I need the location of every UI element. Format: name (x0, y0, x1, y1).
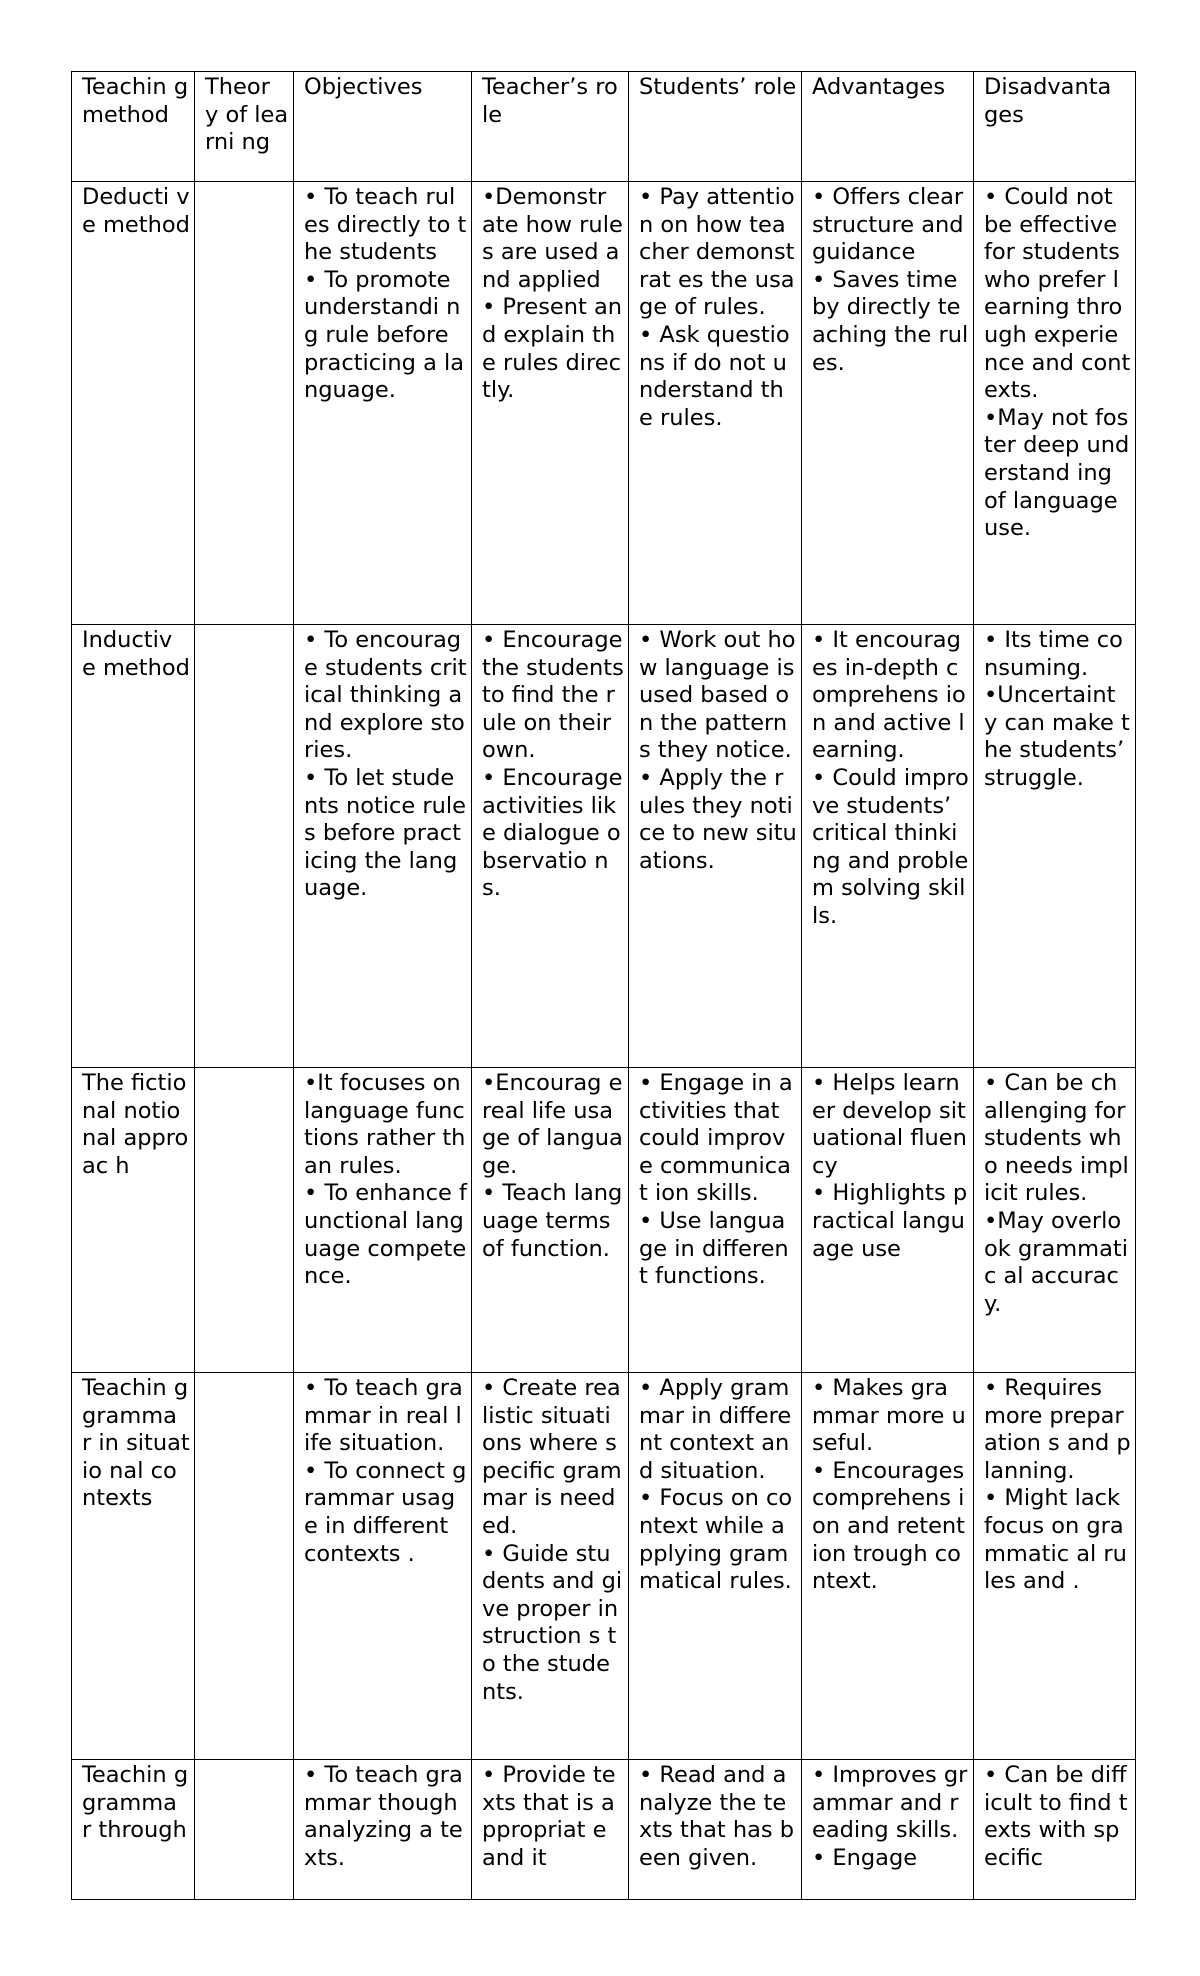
cell-text: • Apply grammar in different context and situation. • Focus on context while applying grammatical rules. (639, 1375, 793, 1595)
cell-method (72, 182, 195, 625)
cell-text: • Create realistic situations where specific grammar is needed. • Guide students and give proper instruction s to the students. (482, 1375, 623, 1705)
header-text: Theor y of learni ng (205, 74, 289, 156)
table-row (72, 1760, 1136, 1900)
cell-text: • Makes grammar more useful. • Encourages comprehens ion and retention trough context. (812, 1375, 966, 1595)
cell-text: Teachin g gramma r in situatio nal contexts (82, 1375, 190, 1512)
header-cell-theory-of-learning (195, 72, 294, 182)
cell-text: Teachin g gramma r through (82, 1762, 189, 1844)
cell-advantages (802, 625, 974, 1068)
cell-teacher-role (472, 625, 629, 1068)
cell-advantages (802, 1373, 974, 1760)
table-row (72, 182, 1136, 625)
cell-objectives (294, 625, 472, 1068)
header-text: Teacher’s role (482, 74, 618, 128)
cell-text: • To teach grammar though analyzing a texts. (304, 1762, 463, 1871)
cell-method (72, 1068, 195, 1373)
cell-text: • Helps learner develop situational fluency • Highlights practical language use (812, 1070, 968, 1262)
cell-text: • To teach rules directly to the students • To promote understandi ng rule before practicing a language. (304, 184, 467, 404)
cell-disadvantages (974, 1760, 1136, 1900)
cell-objectives (294, 1068, 472, 1373)
cell-theory (195, 1373, 294, 1760)
cell-objectives (294, 1760, 472, 1900)
cell-student-role (629, 182, 802, 625)
cell-text: • Can be challenging for students who needs implicit rules. •May overlook grammatic al accuracy. (984, 1070, 1129, 1317)
cell-disadvantages (974, 1373, 1136, 1760)
cell-text: • To encourage students critical thinking and explore stories. • To let students notice rules before practicing the language. (304, 627, 467, 902)
cell-text: • Offers clear structure and guidance • Saves time by directly teaching the rules. (812, 184, 969, 376)
cell-text: • Provide texts that is appropriat e and it (482, 1762, 616, 1871)
cell-text: • Could not be effective for students who prefer learning through experience and contexts. •May not foster deep understand ing of language use. (984, 184, 1131, 542)
cell-text: The fictional notional approac h (82, 1070, 189, 1179)
cell-theory (195, 1068, 294, 1373)
header-cell-students-role (629, 72, 802, 182)
cell-text: Inductiv e method (82, 627, 190, 681)
cell-teacher-role (472, 1068, 629, 1373)
cell-student-role (629, 1068, 802, 1373)
cell-method (72, 1373, 195, 1760)
table-row (72, 1373, 1136, 1760)
cell-text: • Engage in activities that could improve communicat ion skills. • Use language in different functions. (639, 1070, 793, 1290)
cell-text: • Improves grammar and reading skills. • Engage (812, 1762, 968, 1871)
cell-method (72, 1760, 195, 1900)
cell-disadvantages (974, 182, 1136, 625)
cell-text: • Work out how language is used based on the patterns they notice. • Apply the rules they notice to new situations. (639, 627, 797, 874)
cell-text: • To teach grammar in real life situation. • To connect grammar usage in different contexts . (304, 1375, 467, 1567)
cell-method (72, 625, 195, 1068)
header-cell-advantages (802, 72, 974, 182)
cell-advantages (802, 1068, 974, 1373)
cell-teacher-role (472, 1760, 629, 1900)
table-row (72, 1068, 1136, 1373)
header-cell-disadvantages (974, 72, 1136, 182)
cell-text: • Pay attention on how teacher demonstrat es the usage of rules. • Ask questions if do not understand the rules. (639, 184, 795, 431)
cell-objectives (294, 182, 472, 625)
cell-text: •Demonstr ate how rules are used and applied • Present and explain the rules directly. (482, 184, 623, 404)
cell-disadvantages (974, 625, 1136, 1068)
cell-theory (195, 182, 294, 625)
cell-theory (195, 1760, 294, 1900)
cell-advantages (802, 1760, 974, 1900)
table-row (72, 625, 1136, 1068)
cell-disadvantages (974, 1068, 1136, 1373)
cell-objectives (294, 1373, 472, 1760)
cell-advantages (802, 182, 974, 625)
header-cell-teachers-role (472, 72, 629, 182)
cell-text: • Requires more preparation s and planning. • Might lack focus on grammatic al rules and . (984, 1375, 1131, 1595)
header-cell-teaching-method (72, 72, 195, 182)
cell-teacher-role (472, 182, 629, 625)
header-text: Disadvanta ges (984, 74, 1112, 128)
cell-teacher-role (472, 1373, 629, 1760)
cell-text: Deducti ve method (82, 184, 190, 238)
header-text: Students’ role (639, 74, 797, 100)
header-cell-objectives (294, 72, 472, 182)
cell-text: • Encourage the students to find the rule on their own. • Encourage activities like dialogue observatio ns. (482, 627, 624, 902)
cell-student-role (629, 1760, 802, 1900)
cell-text: • It encourages in-depth comprehens ion and active learning. • Could improve students’ critical thinking and problem solving skills. (812, 627, 969, 929)
cell-student-role (629, 1373, 802, 1760)
cell-text: •Encourag e real life usage of language. • Teach language terms of function. (482, 1070, 623, 1262)
cell-theory (195, 625, 294, 1068)
header-text: Objectives (304, 74, 423, 100)
cell-text: • Its time consuming. •Uncertaint y can make the students’ struggle. (984, 627, 1130, 791)
cell-text: • Can be difficult to find texts with specific (984, 1762, 1128, 1871)
header-text: Teachin g method (82, 74, 189, 128)
teaching-methods-table (71, 71, 1136, 1900)
cell-student-role (629, 625, 802, 1068)
cell-text: • Read and analyze the texts that has been given. (639, 1762, 795, 1871)
header-text: Advantages (812, 74, 946, 100)
cell-text: •It focuses on language functions rather than rules. • To enhance functional language competence. (304, 1070, 467, 1290)
table-header-row (72, 72, 1136, 182)
